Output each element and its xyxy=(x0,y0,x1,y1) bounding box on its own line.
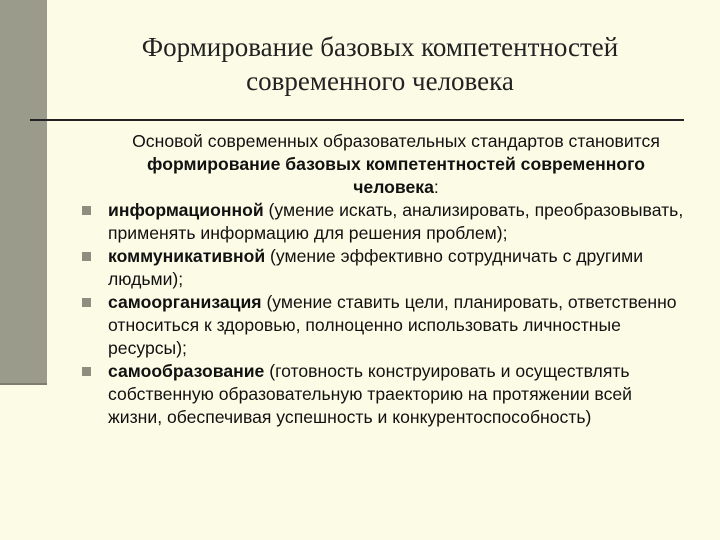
item-term: информационной xyxy=(108,200,264,220)
item-desc: (готовность конструировать и осуществлять собственную образовательную траекторию на протяжении всей жизни, обеспечивая успешность и конкурентоспособность) xyxy=(108,361,632,427)
intro-text-bold: формирование базовых компетентностей современного человека xyxy=(147,154,645,197)
title-line-1: Формирование базовых компетентностей xyxy=(141,32,619,62)
left-decor-bar xyxy=(0,0,47,383)
square-bullet-icon xyxy=(82,298,91,307)
item-term: самообразование xyxy=(108,361,265,381)
list-item xyxy=(80,360,690,429)
slide-title xyxy=(60,30,700,98)
item-desc: (умение эффективно сотрудничать с другими людьми); xyxy=(108,246,644,289)
item-term: самоорганизация xyxy=(108,292,262,312)
competence-list xyxy=(80,199,690,429)
square-bullet-icon xyxy=(82,206,91,215)
list-item xyxy=(80,245,690,291)
list-item xyxy=(80,199,690,245)
intro-text-start: Основой современных образовательных стандартов становится xyxy=(132,131,660,151)
intro-paragraph xyxy=(80,130,690,199)
title-divider xyxy=(30,119,684,121)
item-desc: (умение искать, анализировать, преобразовывать, применять информацию для решения проблем); xyxy=(108,200,684,243)
slide-body xyxy=(80,130,690,429)
square-bullet-icon xyxy=(82,252,91,261)
square-bullet-icon xyxy=(82,367,91,376)
intro-text-end: : xyxy=(433,177,439,197)
item-desc: (умение ставить цели, планировать, ответственно относиться к здоровью, полноценно использовать личностные ресурсы); xyxy=(108,292,677,358)
list-item xyxy=(80,291,690,360)
title-line-2: современного человека xyxy=(246,66,514,96)
left-decor-line xyxy=(0,383,47,385)
item-term: коммуникативной xyxy=(108,246,266,266)
